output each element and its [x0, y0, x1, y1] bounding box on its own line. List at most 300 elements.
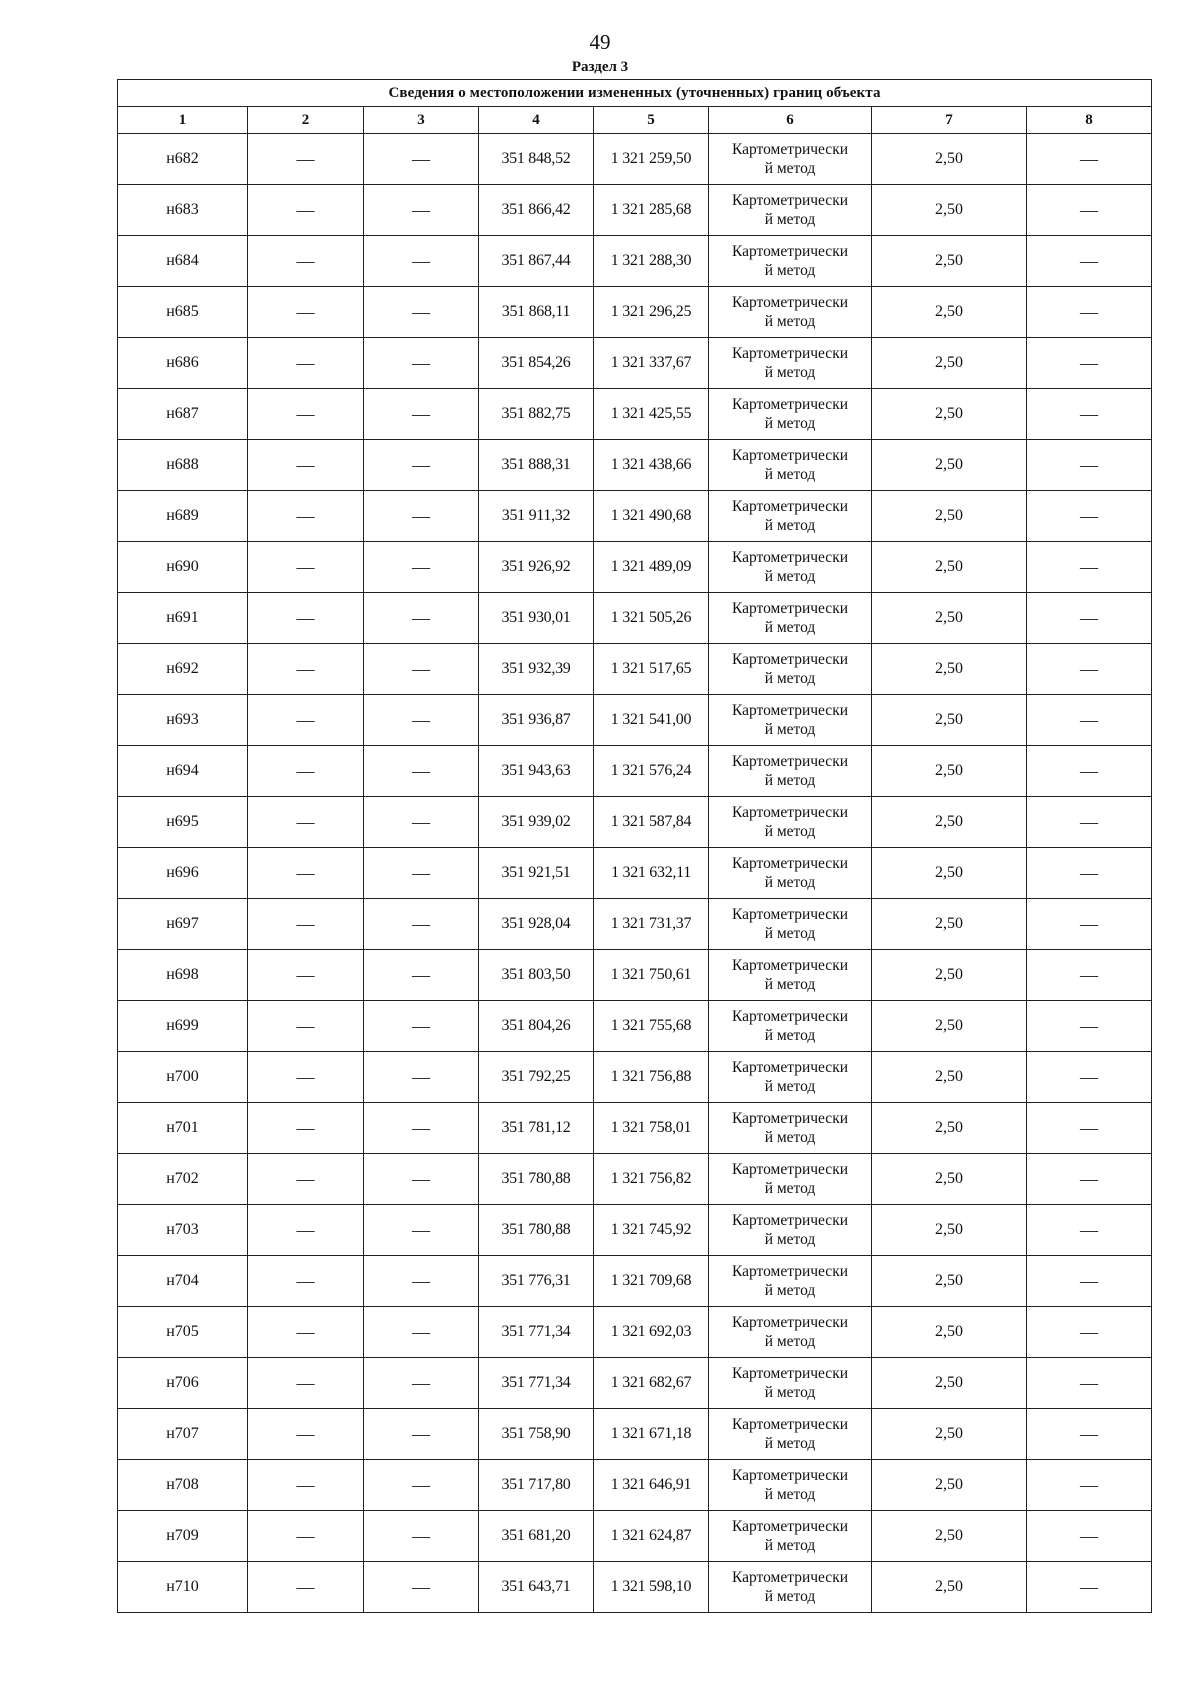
- accuracy-cell: 2,50: [872, 287, 1027, 338]
- method-line-2: й метод: [764, 211, 816, 228]
- method-line-2: й метод: [764, 1027, 816, 1044]
- coordinate-y-cell: 1 321 756,88: [594, 1052, 709, 1103]
- method-line-2: й метод: [764, 1588, 816, 1605]
- empty-cell: —: [248, 542, 364, 593]
- accuracy-cell: 2,50: [872, 695, 1027, 746]
- method-line-1: Картометрически: [731, 804, 849, 821]
- section-title: Раздел 3: [571, 59, 629, 75]
- method-line-2: й метод: [764, 1282, 816, 1299]
- empty-cell: —: [364, 338, 479, 389]
- method-line-1: Картометрически: [731, 1569, 849, 1586]
- accuracy-cell: 2,50: [872, 1256, 1027, 1307]
- method-line-2: й метод: [764, 1333, 816, 1350]
- coordinate-x-cell: 351 804,26: [479, 1001, 594, 1052]
- method-cell: [709, 695, 872, 746]
- method-line-1: Картометрически: [731, 1263, 849, 1280]
- method-cell: [709, 1409, 872, 1460]
- method-line-2: й метод: [764, 1435, 816, 1452]
- method-line-2: й метод: [764, 517, 816, 534]
- point-name-cell: н689: [118, 491, 248, 542]
- empty-cell: —: [364, 542, 479, 593]
- accuracy-cell: 2,50: [872, 746, 1027, 797]
- empty-cell: —: [248, 1103, 364, 1154]
- accuracy-cell: 2,50: [872, 1307, 1027, 1358]
- accuracy-cell: 2,50: [872, 491, 1027, 542]
- method-cell: [709, 1256, 872, 1307]
- method-cell: [709, 440, 872, 491]
- method-cell: [709, 185, 872, 236]
- method-line-2: й метод: [764, 1537, 816, 1554]
- coordinate-y-cell: 1 321 425,55: [594, 389, 709, 440]
- table-row: [118, 1052, 1152, 1103]
- method-line-2: й метод: [764, 619, 816, 636]
- accuracy-cell: 2,50: [872, 899, 1027, 950]
- table-row: [118, 389, 1152, 440]
- point-name-cell: н691: [118, 593, 248, 644]
- empty-cell: —: [248, 236, 364, 287]
- empty-cell: —: [364, 1511, 479, 1562]
- point-name-cell: н688: [118, 440, 248, 491]
- empty-cell: —: [1027, 1409, 1152, 1460]
- method-line-2: й метод: [764, 772, 816, 789]
- coordinate-x-cell: 351 882,75: [479, 389, 594, 440]
- coordinate-x-cell: 351 930,01: [479, 593, 594, 644]
- empty-cell: —: [248, 1562, 364, 1613]
- accuracy-cell: 2,50: [872, 542, 1027, 593]
- table-row: [118, 134, 1152, 185]
- method-line-2: й метод: [764, 1384, 816, 1401]
- column-header: 1: [118, 107, 248, 134]
- coordinate-x-cell: 351 758,90: [479, 1409, 594, 1460]
- method-line-2: й метод: [764, 568, 816, 585]
- coordinate-y-cell: 1 321 598,10: [594, 1562, 709, 1613]
- method-cell: [709, 1052, 872, 1103]
- point-name-cell: н690: [118, 542, 248, 593]
- method-line-1: Картометрически: [731, 855, 849, 872]
- method-line-2: й метод: [764, 1486, 816, 1503]
- empty-cell: —: [364, 746, 479, 797]
- method-line-1: Картометрически: [731, 1161, 849, 1178]
- method-line-1: Картометрически: [731, 1365, 849, 1382]
- method-line-1: Картометрически: [731, 906, 849, 923]
- coordinate-x-cell: 351 867,44: [479, 236, 594, 287]
- empty-cell: —: [364, 1307, 479, 1358]
- method-line-2: й метод: [764, 925, 816, 942]
- table-row: [118, 1460, 1152, 1511]
- coordinate-x-cell: 351 776,31: [479, 1256, 594, 1307]
- method-line-2: й метод: [764, 160, 816, 177]
- method-cell: [709, 338, 872, 389]
- empty-cell: —: [1027, 236, 1152, 287]
- point-name-cell: н702: [118, 1154, 248, 1205]
- empty-cell: —: [248, 1001, 364, 1052]
- accuracy-cell: 2,50: [872, 644, 1027, 695]
- point-name-cell: н693: [118, 695, 248, 746]
- method-cell: [709, 1562, 872, 1613]
- table-row: [118, 950, 1152, 1001]
- empty-cell: —: [364, 389, 479, 440]
- coordinate-y-cell: 1 321 490,68: [594, 491, 709, 542]
- method-line-1: Картометрически: [731, 345, 849, 362]
- method-cell: [709, 593, 872, 644]
- method-line-1: Картометрически: [731, 396, 849, 413]
- boundary-table: [117, 79, 1152, 1613]
- empty-cell: —: [1027, 338, 1152, 389]
- accuracy-cell: 2,50: [872, 1460, 1027, 1511]
- empty-cell: —: [248, 389, 364, 440]
- method-line-1: Картометрически: [731, 294, 849, 311]
- table-row: [118, 1511, 1152, 1562]
- empty-cell: —: [248, 1256, 364, 1307]
- coordinate-x-cell: 351 717,80: [479, 1460, 594, 1511]
- coordinate-x-cell: 351 866,42: [479, 185, 594, 236]
- table-body: [118, 134, 1152, 1613]
- coordinate-y-cell: 1 321 337,67: [594, 338, 709, 389]
- empty-cell: —: [1027, 185, 1152, 236]
- accuracy-cell: 2,50: [872, 236, 1027, 287]
- point-name-cell: н705: [118, 1307, 248, 1358]
- method-line-1: Картометрически: [731, 447, 849, 464]
- coordinate-y-cell: 1 321 731,37: [594, 899, 709, 950]
- empty-cell: —: [248, 950, 364, 1001]
- method-line-1: Картометрически: [731, 549, 849, 566]
- method-line-1: Картометрически: [731, 1467, 849, 1484]
- accuracy-cell: 2,50: [872, 1205, 1027, 1256]
- column-header: 5: [594, 107, 709, 134]
- empty-cell: —: [1027, 134, 1152, 185]
- empty-cell: —: [1027, 848, 1152, 899]
- coordinate-x-cell: 351 943,63: [479, 746, 594, 797]
- table-caption-row: [118, 80, 1152, 107]
- method-cell: [709, 899, 872, 950]
- method-line-1: Картометрически: [731, 1212, 849, 1229]
- method-cell: [709, 389, 872, 440]
- method-cell: [709, 1001, 872, 1052]
- empty-cell: —: [1027, 440, 1152, 491]
- method-line-1: Картометрически: [731, 141, 849, 158]
- coordinate-y-cell: 1 321 489,09: [594, 542, 709, 593]
- coordinate-y-cell: 1 321 692,03: [594, 1307, 709, 1358]
- empty-cell: —: [364, 1409, 479, 1460]
- point-name-cell: н686: [118, 338, 248, 389]
- accuracy-cell: 2,50: [872, 593, 1027, 644]
- method-line-2: й метод: [764, 313, 816, 330]
- method-line-2: й метод: [764, 364, 816, 381]
- table-row: [118, 797, 1152, 848]
- empty-cell: —: [1027, 1154, 1152, 1205]
- method-cell: [709, 1358, 872, 1409]
- empty-cell: —: [248, 644, 364, 695]
- point-name-cell: н710: [118, 1562, 248, 1613]
- table-row: [118, 440, 1152, 491]
- method-line-1: Картометрически: [731, 192, 849, 209]
- method-line-2: й метод: [764, 1231, 816, 1248]
- table-row: [118, 644, 1152, 695]
- coordinate-y-cell: 1 321 758,01: [594, 1103, 709, 1154]
- column-number-row: [118, 107, 1152, 134]
- coordinate-x-cell: 351 936,87: [479, 695, 594, 746]
- point-name-cell: н697: [118, 899, 248, 950]
- coordinate-x-cell: 351 792,25: [479, 1052, 594, 1103]
- point-name-cell: н683: [118, 185, 248, 236]
- point-name-cell: н694: [118, 746, 248, 797]
- coordinate-x-cell: 351 868,11: [479, 287, 594, 338]
- empty-cell: —: [1027, 491, 1152, 542]
- accuracy-cell: 2,50: [872, 389, 1027, 440]
- method-line-1: Картометрически: [731, 1416, 849, 1433]
- point-name-cell: н704: [118, 1256, 248, 1307]
- empty-cell: —: [1027, 899, 1152, 950]
- method-cell: [709, 1307, 872, 1358]
- coordinate-x-cell: 351 921,51: [479, 848, 594, 899]
- method-line-2: й метод: [764, 262, 816, 279]
- coordinate-y-cell: 1 321 587,84: [594, 797, 709, 848]
- table-row: [118, 848, 1152, 899]
- accuracy-cell: 2,50: [872, 1001, 1027, 1052]
- method-line-2: й метод: [764, 415, 816, 432]
- empty-cell: —: [248, 695, 364, 746]
- coordinate-y-cell: 1 321 285,68: [594, 185, 709, 236]
- empty-cell: —: [1027, 287, 1152, 338]
- coordinate-x-cell: 351 926,92: [479, 542, 594, 593]
- method-line-1: Картометрически: [731, 243, 849, 260]
- method-line-1: Картометрически: [731, 1314, 849, 1331]
- empty-cell: —: [364, 593, 479, 644]
- method-cell: [709, 1205, 872, 1256]
- empty-cell: —: [1027, 1103, 1152, 1154]
- method-cell: [709, 644, 872, 695]
- accuracy-cell: 2,50: [872, 1103, 1027, 1154]
- method-line-2: й метод: [764, 1078, 816, 1095]
- method-line-2: й метод: [764, 1129, 816, 1146]
- point-name-cell: н701: [118, 1103, 248, 1154]
- coordinate-x-cell: 351 781,12: [479, 1103, 594, 1154]
- point-name-cell: н699: [118, 1001, 248, 1052]
- table-row: [118, 1103, 1152, 1154]
- coordinate-y-cell: 1 321 709,68: [594, 1256, 709, 1307]
- method-cell: [709, 542, 872, 593]
- empty-cell: —: [364, 1358, 479, 1409]
- empty-cell: —: [248, 1409, 364, 1460]
- table-row: [118, 287, 1152, 338]
- table-row: [118, 236, 1152, 287]
- method-cell: [709, 236, 872, 287]
- method-line-1: Картометрически: [731, 753, 849, 770]
- accuracy-cell: 2,50: [872, 797, 1027, 848]
- empty-cell: —: [1027, 1001, 1152, 1052]
- method-cell: [709, 287, 872, 338]
- coordinate-y-cell: 1 321 259,50: [594, 134, 709, 185]
- point-name-cell: н695: [118, 797, 248, 848]
- column-header: 3: [364, 107, 479, 134]
- accuracy-cell: 2,50: [872, 1409, 1027, 1460]
- method-cell: [709, 1460, 872, 1511]
- method-line-2: й метод: [764, 874, 816, 891]
- table-row: [118, 695, 1152, 746]
- method-line-1: Картометрически: [731, 651, 849, 668]
- coordinate-x-cell: 351 780,88: [479, 1205, 594, 1256]
- point-name-cell: н709: [118, 1511, 248, 1562]
- empty-cell: —: [248, 185, 364, 236]
- empty-cell: —: [248, 491, 364, 542]
- point-name-cell: н707: [118, 1409, 248, 1460]
- method-line-1: Картометрически: [731, 1518, 849, 1535]
- point-name-cell: н692: [118, 644, 248, 695]
- table-row: [118, 1562, 1152, 1613]
- point-name-cell: н700: [118, 1052, 248, 1103]
- empty-cell: —: [248, 899, 364, 950]
- empty-cell: —: [364, 440, 479, 491]
- method-line-2: й метод: [764, 466, 816, 483]
- empty-cell: —: [248, 1511, 364, 1562]
- page-number: 49: [589, 30, 611, 54]
- method-line-2: й метод: [764, 976, 816, 993]
- accuracy-cell: 2,50: [872, 1511, 1027, 1562]
- empty-cell: —: [1027, 1052, 1152, 1103]
- empty-cell: —: [1027, 1460, 1152, 1511]
- accuracy-cell: 2,50: [872, 338, 1027, 389]
- empty-cell: —: [248, 746, 364, 797]
- empty-cell: —: [364, 1562, 479, 1613]
- coordinate-x-cell: 351 911,32: [479, 491, 594, 542]
- method-line-2: й метод: [764, 721, 816, 738]
- coordinate-x-cell: 351 939,02: [479, 797, 594, 848]
- empty-cell: —: [364, 1460, 479, 1511]
- method-line-1: Картометрически: [731, 1110, 849, 1127]
- coordinate-x-cell: 351 848,52: [479, 134, 594, 185]
- coordinate-y-cell: 1 321 517,65: [594, 644, 709, 695]
- empty-cell: —: [364, 950, 479, 1001]
- empty-cell: —: [1027, 1511, 1152, 1562]
- empty-cell: —: [248, 797, 364, 848]
- empty-cell: —: [364, 848, 479, 899]
- coordinate-y-cell: 1 321 632,11: [594, 848, 709, 899]
- coordinate-y-cell: 1 321 646,91: [594, 1460, 709, 1511]
- coordinate-x-cell: 351 888,31: [479, 440, 594, 491]
- table-row: [118, 1409, 1152, 1460]
- empty-cell: —: [364, 797, 479, 848]
- empty-cell: —: [248, 1460, 364, 1511]
- coordinate-y-cell: 1 321 576,24: [594, 746, 709, 797]
- coordinate-x-cell: 351 928,04: [479, 899, 594, 950]
- empty-cell: —: [364, 185, 479, 236]
- accuracy-cell: 2,50: [872, 185, 1027, 236]
- method-cell: [709, 746, 872, 797]
- empty-cell: —: [1027, 695, 1152, 746]
- coordinate-y-cell: 1 321 624,87: [594, 1511, 709, 1562]
- column-header: 2: [248, 107, 364, 134]
- table-row: [118, 1256, 1152, 1307]
- empty-cell: —: [364, 899, 479, 950]
- empty-cell: —: [1027, 1358, 1152, 1409]
- empty-cell: —: [1027, 797, 1152, 848]
- method-line-1: Картометрически: [731, 957, 849, 974]
- coordinate-y-cell: 1 321 438,66: [594, 440, 709, 491]
- empty-cell: —: [1027, 593, 1152, 644]
- coordinate-y-cell: 1 321 750,61: [594, 950, 709, 1001]
- coordinate-y-cell: 1 321 682,67: [594, 1358, 709, 1409]
- coordinate-x-cell: 351 932,39: [479, 644, 594, 695]
- method-line-2: й метод: [764, 1180, 816, 1197]
- coordinate-x-cell: 351 771,34: [479, 1307, 594, 1358]
- table-row: [118, 593, 1152, 644]
- column-header: 8: [1027, 107, 1152, 134]
- empty-cell: —: [248, 287, 364, 338]
- empty-cell: —: [1027, 746, 1152, 797]
- empty-cell: —: [364, 1154, 479, 1205]
- method-line-1: Картометрически: [731, 498, 849, 515]
- accuracy-cell: 2,50: [872, 440, 1027, 491]
- coordinate-y-cell: 1 321 296,25: [594, 287, 709, 338]
- coordinate-y-cell: 1 321 541,00: [594, 695, 709, 746]
- accuracy-cell: 2,50: [872, 950, 1027, 1001]
- method-cell: [709, 1154, 872, 1205]
- empty-cell: —: [248, 848, 364, 899]
- coordinate-x-cell: 351 780,88: [479, 1154, 594, 1205]
- empty-cell: —: [1027, 1205, 1152, 1256]
- empty-cell: —: [364, 134, 479, 185]
- table-row: [118, 1205, 1152, 1256]
- table-row: [118, 542, 1152, 593]
- coordinate-y-cell: 1 321 505,26: [594, 593, 709, 644]
- coordinate-y-cell: 1 321 756,82: [594, 1154, 709, 1205]
- point-name-cell: н685: [118, 287, 248, 338]
- empty-cell: —: [1027, 389, 1152, 440]
- method-cell: [709, 491, 872, 542]
- empty-cell: —: [1027, 644, 1152, 695]
- empty-cell: —: [248, 134, 364, 185]
- accuracy-cell: 2,50: [872, 134, 1027, 185]
- method-line-2: й метод: [764, 670, 816, 687]
- empty-cell: —: [364, 1103, 479, 1154]
- accuracy-cell: 2,50: [872, 1562, 1027, 1613]
- empty-cell: —: [1027, 1256, 1152, 1307]
- column-header: 7: [872, 107, 1027, 134]
- table-row: [118, 746, 1152, 797]
- method-cell: [709, 950, 872, 1001]
- method-line-2: й метод: [764, 823, 816, 840]
- accuracy-cell: 2,50: [872, 848, 1027, 899]
- empty-cell: —: [1027, 1307, 1152, 1358]
- table-row: [118, 1154, 1152, 1205]
- empty-cell: —: [248, 1307, 364, 1358]
- table-row: [118, 1307, 1152, 1358]
- empty-cell: —: [248, 1358, 364, 1409]
- accuracy-cell: 2,50: [872, 1052, 1027, 1103]
- empty-cell: —: [248, 440, 364, 491]
- point-name-cell: н684: [118, 236, 248, 287]
- table-row: [118, 185, 1152, 236]
- method-line-1: Картометрически: [731, 702, 849, 719]
- empty-cell: —: [248, 338, 364, 389]
- method-cell: [709, 1103, 872, 1154]
- empty-cell: —: [364, 644, 479, 695]
- coordinate-x-cell: 351 771,34: [479, 1358, 594, 1409]
- coordinate-y-cell: 1 321 755,68: [594, 1001, 709, 1052]
- table-caption: Сведения о местоположении измененных (уточненных) границ объекта: [118, 80, 1152, 107]
- empty-cell: —: [1027, 950, 1152, 1001]
- column-header: 6: [709, 107, 872, 134]
- accuracy-cell: 2,50: [872, 1358, 1027, 1409]
- table-row: [118, 1001, 1152, 1052]
- point-name-cell: н698: [118, 950, 248, 1001]
- coordinate-y-cell: 1 321 671,18: [594, 1409, 709, 1460]
- method-cell: [709, 848, 872, 899]
- coordinate-x-cell: 351 854,26: [479, 338, 594, 389]
- empty-cell: —: [1027, 542, 1152, 593]
- point-name-cell: н703: [118, 1205, 248, 1256]
- coordinate-y-cell: 1 321 745,92: [594, 1205, 709, 1256]
